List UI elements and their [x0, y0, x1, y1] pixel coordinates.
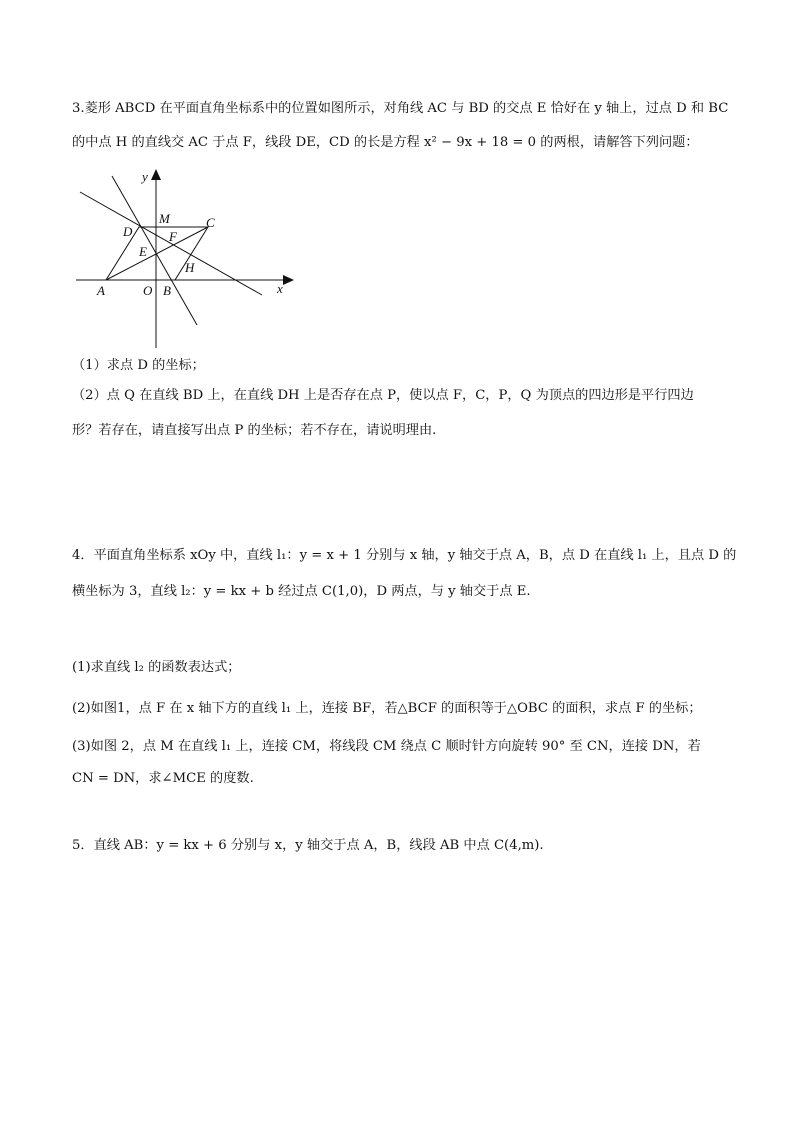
p4-line1: 4．平面直角坐标系 xOy 中，直线 l₁：y = x + 1 分别与 x 轴，y 轴交于点 A，B，点 D 在直线 l₁ 上，且点 D 的	[72, 548, 737, 563]
p4-line2: 横坐标为 3，直线 l₂：y = kx + b 经过点 C(1,0)，D 两点，与 y 轴交于点 E.	[72, 584, 531, 599]
label-a: A	[97, 283, 105, 298]
label-f: F	[169, 229, 177, 244]
label-b: B	[163, 283, 171, 298]
x-axis-arrow-icon	[283, 275, 294, 285]
p3-question-2-line1: （2）点 Q 在直线 BD 上，在直线 DH 上是否存在点 P，使以点 F，C，P，Q 为顶点的四边形是平行四边	[72, 388, 694, 403]
label-c: C	[206, 215, 215, 230]
p3-question-1: （1）求点 D 的坐标；	[72, 358, 205, 373]
p3-figure	[72, 165, 302, 350]
p4-question-1: (1)求直线 l₂ 的函数表达式；	[72, 660, 241, 675]
label-d: D	[123, 224, 133, 239]
p3-line2: 的中点 H 的直线交 AC 于点 F，线段 DE，CD 的长是方程 x² − 9x + 18 = 0 的两根，请解答下列问题：	[72, 135, 699, 150]
p4-question-3-line2: CN = DN，求∠MCE 的度数.	[72, 771, 254, 786]
label-x: x	[277, 281, 283, 296]
label-h: H	[185, 260, 195, 275]
label-y: y	[142, 169, 148, 184]
p4-question-3-line1: (3)如图 2，点 M 在直线 l₁ 上，连接 CM，将线段 CM 绕点 C 顺时针方向旋转 90° 至 CN，连接 DN，若	[72, 739, 701, 754]
label-o: O	[143, 283, 153, 298]
p5-line1: 5．直线 AB：y = kx + 6 分别与 x，y 轴交于点 A，B，线段 AB 中点 C(4,m).	[72, 838, 544, 853]
p3-line1: 3.菱形 ABCD 在平面直角坐标系中的位置如图所示，对角线 AC 与 BD 的交点 E 恰好在 y 轴上，过点 D 和 BC	[72, 101, 729, 116]
label-m: M	[159, 211, 170, 226]
p4-question-2: (2)如图1，点 F 在 x 轴下方的直线 l₁ 上，连接 BF，若△BCF 的面积等于△OBC 的面积，求点 F 的坐标；	[72, 701, 702, 716]
p3-question-2-line2: 形？若存在，请直接写出点 P 的坐标；若不存在，请说明理由.	[72, 423, 437, 438]
y-axis-arrow-icon	[151, 169, 161, 180]
label-e: E	[139, 244, 147, 259]
